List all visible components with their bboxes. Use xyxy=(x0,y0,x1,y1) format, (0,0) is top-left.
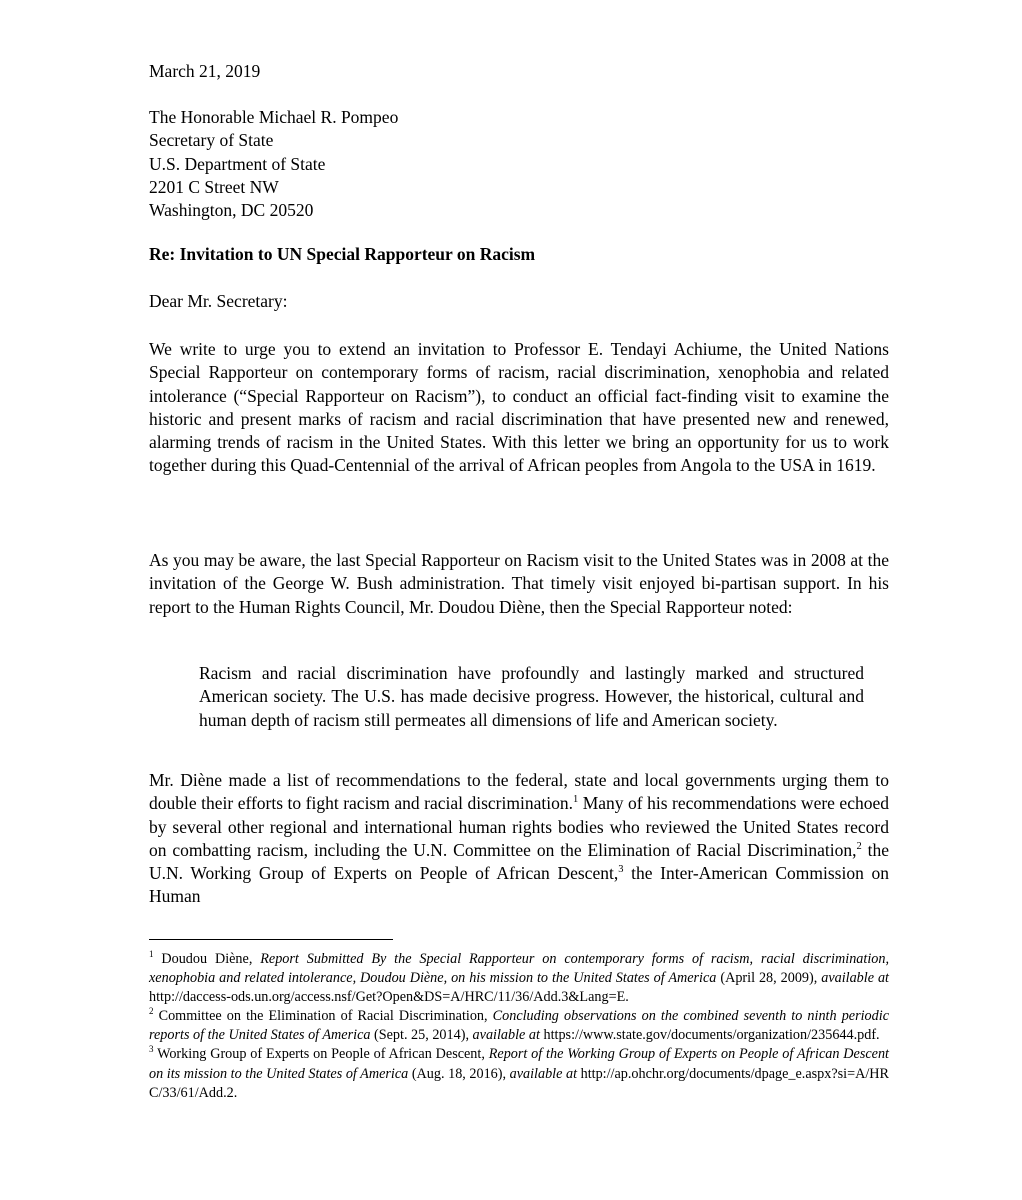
footnote-text: (Sept. 25, 2014), xyxy=(370,1027,473,1044)
recipient-street: 2201 C Street NW xyxy=(149,176,279,197)
footnote-text: Doudou Diène, xyxy=(153,951,261,967)
footnote-number: 1 xyxy=(149,949,154,959)
footnote-url: http://daccess-ods.un.org/access.nsf/Get?Open&DS=A/HRC/11/36/Add.3&Lang=E. xyxy=(149,989,629,1006)
recommendations-text-4: the Inter-American Commission on Human xyxy=(149,863,890,907)
paragraph-intro: We write to urge you to extend an invitation to Professor E. Tendayi Achiume, the United Nations Special Rapporteur on contemporary forms of racism, racial discrimination, xenophobia and related intolerance (“Special Rapporteur on Racism”), to conduct an official fact-finding visit to examine the historic and present marks of racism and racial discrimination that have presented new and renewed, alarming trends of racism in the United States. With this letter we bring an opportunity for us to work together during this Quad-Centennial of the arrival of African peoples from Angola to the USA in 1619. xyxy=(149,339,889,476)
footnote-text: (April 28, 2009), xyxy=(716,970,822,987)
footnote-available: available at xyxy=(472,1027,540,1044)
block-quote: Racism and racial discrimination have profoundly and lastingly marked and structured American society. The U.S. has made decisive progress. However, the historical, cultural and human depth of racism still permeates all dimensions of life and American society. xyxy=(199,663,864,730)
recipient-address xyxy=(149,106,398,222)
footnote-available: available at xyxy=(821,970,889,987)
footnote-3 xyxy=(149,1045,889,1102)
recommendations-text-3: the U.N. Working Group of Experts on People of African Descent, xyxy=(149,839,889,884)
footnotes xyxy=(149,950,889,1103)
footnote-ref-3: 3 xyxy=(618,864,624,876)
recipient-name: The Honorable Michael R. Pompeo xyxy=(149,107,399,127)
recipient-title: Secretary of State xyxy=(149,130,274,151)
footnote-url: http://ap.ohchr.org/documents/dpage_e.aspx?si=A/HRC/33/61/Add.2. xyxy=(149,1065,889,1101)
salutation: Dear Mr. Secretary: xyxy=(149,291,288,311)
footnote-1 xyxy=(149,950,889,1007)
footnote-title: Report Submitted By the Special Rapporteur on contemporary forms of racism, racial discrimination, xenophobia and related intolerance, Doudou Diène, on his mission to the United States of America xyxy=(149,951,889,987)
footnote-url: https://www.state.gov/documents/organization/235644.pdf. xyxy=(539,1027,880,1044)
recipient-city: Washington, DC 20520 xyxy=(149,200,314,221)
footnote-2 xyxy=(149,1007,889,1045)
subject-line: Re: Invitation to UN Special Rapporteur on Racism xyxy=(149,244,536,264)
footnote-text: Working Group of Experts on People of African Descent, xyxy=(153,1046,489,1063)
footnote-divider xyxy=(149,939,393,940)
recommendations-text-2: Many of his recommendations were echoed by several other regional and international human rights bodies who reviewed the United States record on combatting racism, including the U.N. Committee on the Elimination of Racial Discrimination, xyxy=(149,793,889,860)
paragraph-recommendations xyxy=(149,769,889,909)
footnote-text: Committee on the Elimination of Racial Discrimination, xyxy=(153,1008,493,1025)
footnote-ref-2: 2 xyxy=(856,840,862,852)
footnote-title: Report of the Working Group of Experts on People of African Descent on its mission to the United States of America xyxy=(149,1046,889,1082)
footnote-ref-1: 1 xyxy=(572,794,579,806)
footnote-title: Concluding observations on the combined seventh to ninth periodic reports of the United States of America xyxy=(149,1008,889,1044)
recipient-department: U.S. Department of State xyxy=(149,153,326,174)
paragraph-background: As you may be aware, the last Special Rapporteur on Racism visit to the United States was in 2008 at the invitation of the George W. Bush administration. That timely visit enjoyed bi-partisan support. In his report to the Human Rights Council, Mr. Doudou Diène, then the Special Rapporteur noted: xyxy=(149,550,889,617)
letter-date: March 21, 2019 xyxy=(149,61,261,81)
footnote-number: 3 xyxy=(149,1044,154,1055)
footnote-text: (Aug. 18, 2016), xyxy=(408,1065,510,1082)
recommendations-text-1: Mr. Diène made a list of recommendations to the federal, state and local governments urging them to double their efforts to fight racism and racial discrimination. xyxy=(149,770,889,814)
footnote-number: 2 xyxy=(149,1006,154,1017)
footnote-available: available at xyxy=(509,1065,578,1082)
